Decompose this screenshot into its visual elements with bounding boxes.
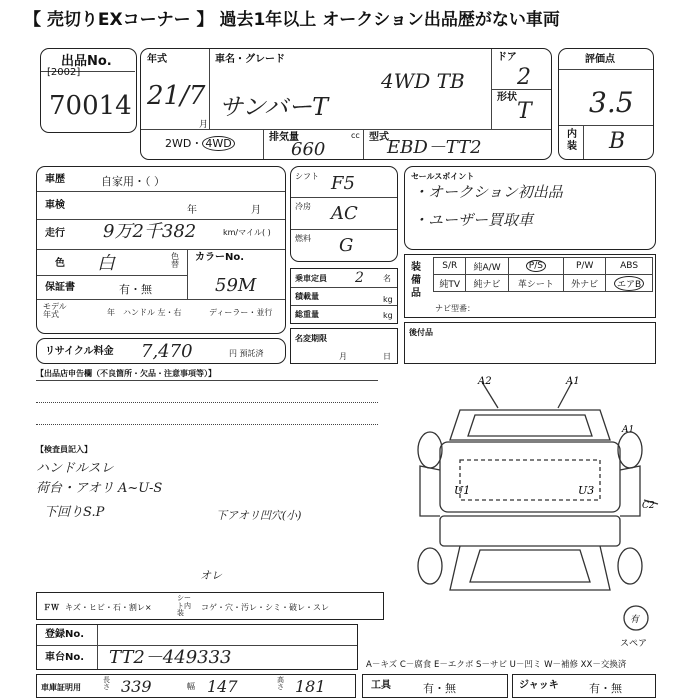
warranty-value: 有・無 — [119, 283, 152, 296]
jack-value: 有・無 — [589, 682, 622, 695]
load-unit: kg — [383, 295, 393, 304]
capacity-label: 乗車定員 — [295, 274, 327, 283]
damage-mark-a1: A1 — [566, 376, 580, 387]
change-day: 日 — [383, 352, 391, 361]
sales-point-2: ・ユーザー買取車 — [413, 211, 534, 229]
inspection-month: 月 — [251, 205, 261, 216]
score-label: 評価点 — [585, 54, 615, 65]
width-label: 幅 — [187, 682, 195, 691]
shape-value: T — [517, 99, 532, 124]
reg-label: 登録No. — [45, 629, 85, 640]
jack-label: ジャッキ — [519, 680, 559, 691]
aircon-value: AC — [331, 203, 358, 224]
drive-2wd: 2WD・ 4WD — [165, 135, 235, 151]
interior-value: B — [609, 129, 626, 154]
navi-model-label: ナビ型番： — [435, 304, 475, 313]
spare-mark: 有 — [630, 615, 640, 625]
model-label: 型式 — [369, 132, 389, 143]
condition-interior-items: コゲ・穴・汚レ・シミ・破レ・スレ — [201, 603, 329, 612]
jack-box — [512, 674, 656, 698]
shape-label: 形状 — [497, 92, 517, 103]
change-label: 名変期限 — [295, 334, 327, 343]
width-value: 147 — [207, 677, 238, 696]
model-year-label: モデル年式 — [43, 302, 67, 319]
year-value: 21/7 — [147, 81, 206, 111]
damage-mark-u1: U1 — [454, 484, 471, 497]
aircon-label: 冷房 — [295, 202, 311, 211]
sales-label: セールスポイント — [411, 172, 475, 181]
damage-mark-a2: A2 — [478, 376, 492, 387]
capacity-value: 2 — [355, 270, 364, 286]
fuel-value: G — [339, 235, 354, 256]
equip-tv: 純TV — [434, 275, 466, 292]
retrofit-label: 後付品 — [409, 328, 433, 337]
mileage-label: 走行 — [45, 228, 65, 239]
equip-leather: 革シート — [508, 275, 564, 292]
length-label: 長さ — [103, 676, 110, 691]
score-value: 3.5 — [589, 86, 634, 119]
equip-pw: P/W — [564, 258, 606, 275]
registration-box — [36, 624, 358, 670]
fw-label: ＦＷ — [43, 603, 59, 612]
vin-value: TT2－449333 — [109, 647, 232, 668]
car-diagram — [400, 370, 670, 649]
condition-interior-label: シート内装 — [177, 594, 191, 618]
grade-value: 4WD TB — [381, 69, 465, 93]
interior-label: 内装 — [567, 129, 577, 152]
lot-code: [2002] — [47, 67, 81, 78]
warranty-label: 保証書 — [45, 282, 75, 293]
equipment-label: 装備品 — [411, 262, 421, 299]
height-label: 高さ — [277, 676, 284, 691]
fuel-label: 燃料 — [295, 234, 311, 243]
inspector-note-2: 荷台・アオリ A~U-S — [36, 481, 163, 496]
equip-aw: 純A/W — [466, 258, 508, 275]
color-change: 色替 — [171, 252, 179, 269]
length-value: 339 — [121, 677, 152, 696]
sales-point-1: ・オークション初出品 — [413, 183, 563, 201]
car-info-box — [140, 48, 552, 160]
record-label: 車歴 — [45, 174, 65, 185]
sales-box — [404, 166, 656, 250]
damage-mark-a1-side: A1 — [622, 425, 635, 435]
inspector-note-ore: オレ — [200, 569, 222, 582]
record-value: 自家用・（ ） — [101, 175, 165, 188]
lot-number-box — [40, 48, 137, 133]
dealer-label: ディーラー・並行 — [209, 308, 273, 317]
inspector-note-3: 下回りS.P — [44, 505, 105, 520]
lot-label: 出品No. — [61, 54, 112, 69]
model-value: EBD－TT2 — [387, 137, 482, 158]
spare-label: スペア — [620, 639, 648, 649]
score-box — [558, 48, 654, 160]
doors-label: ドア — [497, 52, 517, 63]
change-month: 月 — [339, 352, 347, 361]
recycle-unit: 円 預託済 — [229, 349, 264, 358]
retrofit-box — [404, 322, 656, 364]
displacement-label: 排気量 — [269, 132, 299, 143]
capacity-box — [290, 268, 398, 324]
load-label: 積載量 — [295, 292, 319, 301]
tools-box — [362, 674, 508, 698]
name-value: サンバーT — [219, 93, 329, 121]
equipment-box — [404, 254, 656, 318]
equip-sr: S/R — [434, 258, 466, 275]
displacement-value: 660 — [291, 139, 326, 160]
change-box — [290, 328, 398, 364]
equip-navi: 純ナビ — [466, 275, 508, 292]
equip-abs: ABS — [606, 258, 653, 275]
history-box — [36, 166, 286, 334]
equip-ext-navi: 外ナビ — [564, 275, 606, 292]
handle-label: ハンドル 左・右 — [123, 308, 182, 317]
condition-box — [36, 592, 384, 620]
garage-cert-box — [36, 674, 356, 698]
color-code-label: カラーNo. — [195, 252, 245, 263]
shift-value: F5 — [331, 173, 355, 194]
name-label: 車名・グレード — [215, 54, 285, 65]
inspector-label: 【検査員記入】 — [36, 445, 92, 454]
page-title: 【 売切りEXコーナー 】 過去1年以上 オークション出品歴がない車両 — [24, 10, 560, 30]
tools-label: 工具 — [371, 680, 391, 691]
recycle-box — [36, 338, 286, 364]
doors-value: 2 — [517, 65, 531, 90]
damage-mark-u3: U3 — [578, 484, 595, 497]
tools-value: 有・無 — [423, 682, 456, 695]
inspection-year: 年 — [187, 205, 197, 216]
shift-label: シフト — [295, 172, 319, 181]
damage-legend: A－キズ C－腐食 E－エクボ S－サビ U－凹ミ W－補修 XX－交換済 — [366, 660, 627, 670]
fw-items: キズ・ヒビ・石・割レ× — [65, 603, 152, 612]
color-value: 白 — [97, 253, 115, 274]
lot-number: 70014 — [49, 91, 132, 121]
equip-ps: P/S — [508, 258, 564, 275]
equipment-table — [433, 257, 653, 292]
declaration-label: 【出品店申告欄（不良箇所・欠品・注意事項等）】 — [36, 369, 216, 378]
damage-mark-c2: C2 — [642, 501, 655, 511]
model-year-unit: 年 — [107, 308, 115, 317]
cc-unit: cc — [351, 131, 360, 140]
gross-label: 総重量 — [295, 310, 319, 319]
vin-label: 車台No. — [45, 652, 85, 663]
page-header — [0, 0, 700, 30]
mileage-value: 9万2千382 — [103, 221, 197, 242]
recycle-label: リサイクル料金 — [45, 346, 114, 357]
height-value: 181 — [295, 677, 326, 696]
inspector-note-mid: 下アオリ凹穴(小) — [216, 509, 302, 522]
inspection-label: 車検 — [45, 200, 65, 211]
equip-airbag: エアB — [606, 275, 653, 292]
year-suffix: 月 — [199, 120, 209, 130]
gross-unit: kg — [383, 311, 393, 320]
recycle-value: 7,470 — [141, 341, 193, 362]
mileage-units: km/マイル( ) — [223, 228, 271, 237]
year-label: 年式 — [147, 54, 167, 65]
capacity-unit: 名 — [383, 274, 391, 283]
cert-label: 車庫証明用 — [41, 683, 81, 692]
specs-box — [290, 166, 398, 262]
color-label: 色 — [55, 258, 65, 269]
color-code-value: 59M — [215, 275, 257, 296]
inspector-note-1: ハンドルスレ — [36, 461, 114, 476]
